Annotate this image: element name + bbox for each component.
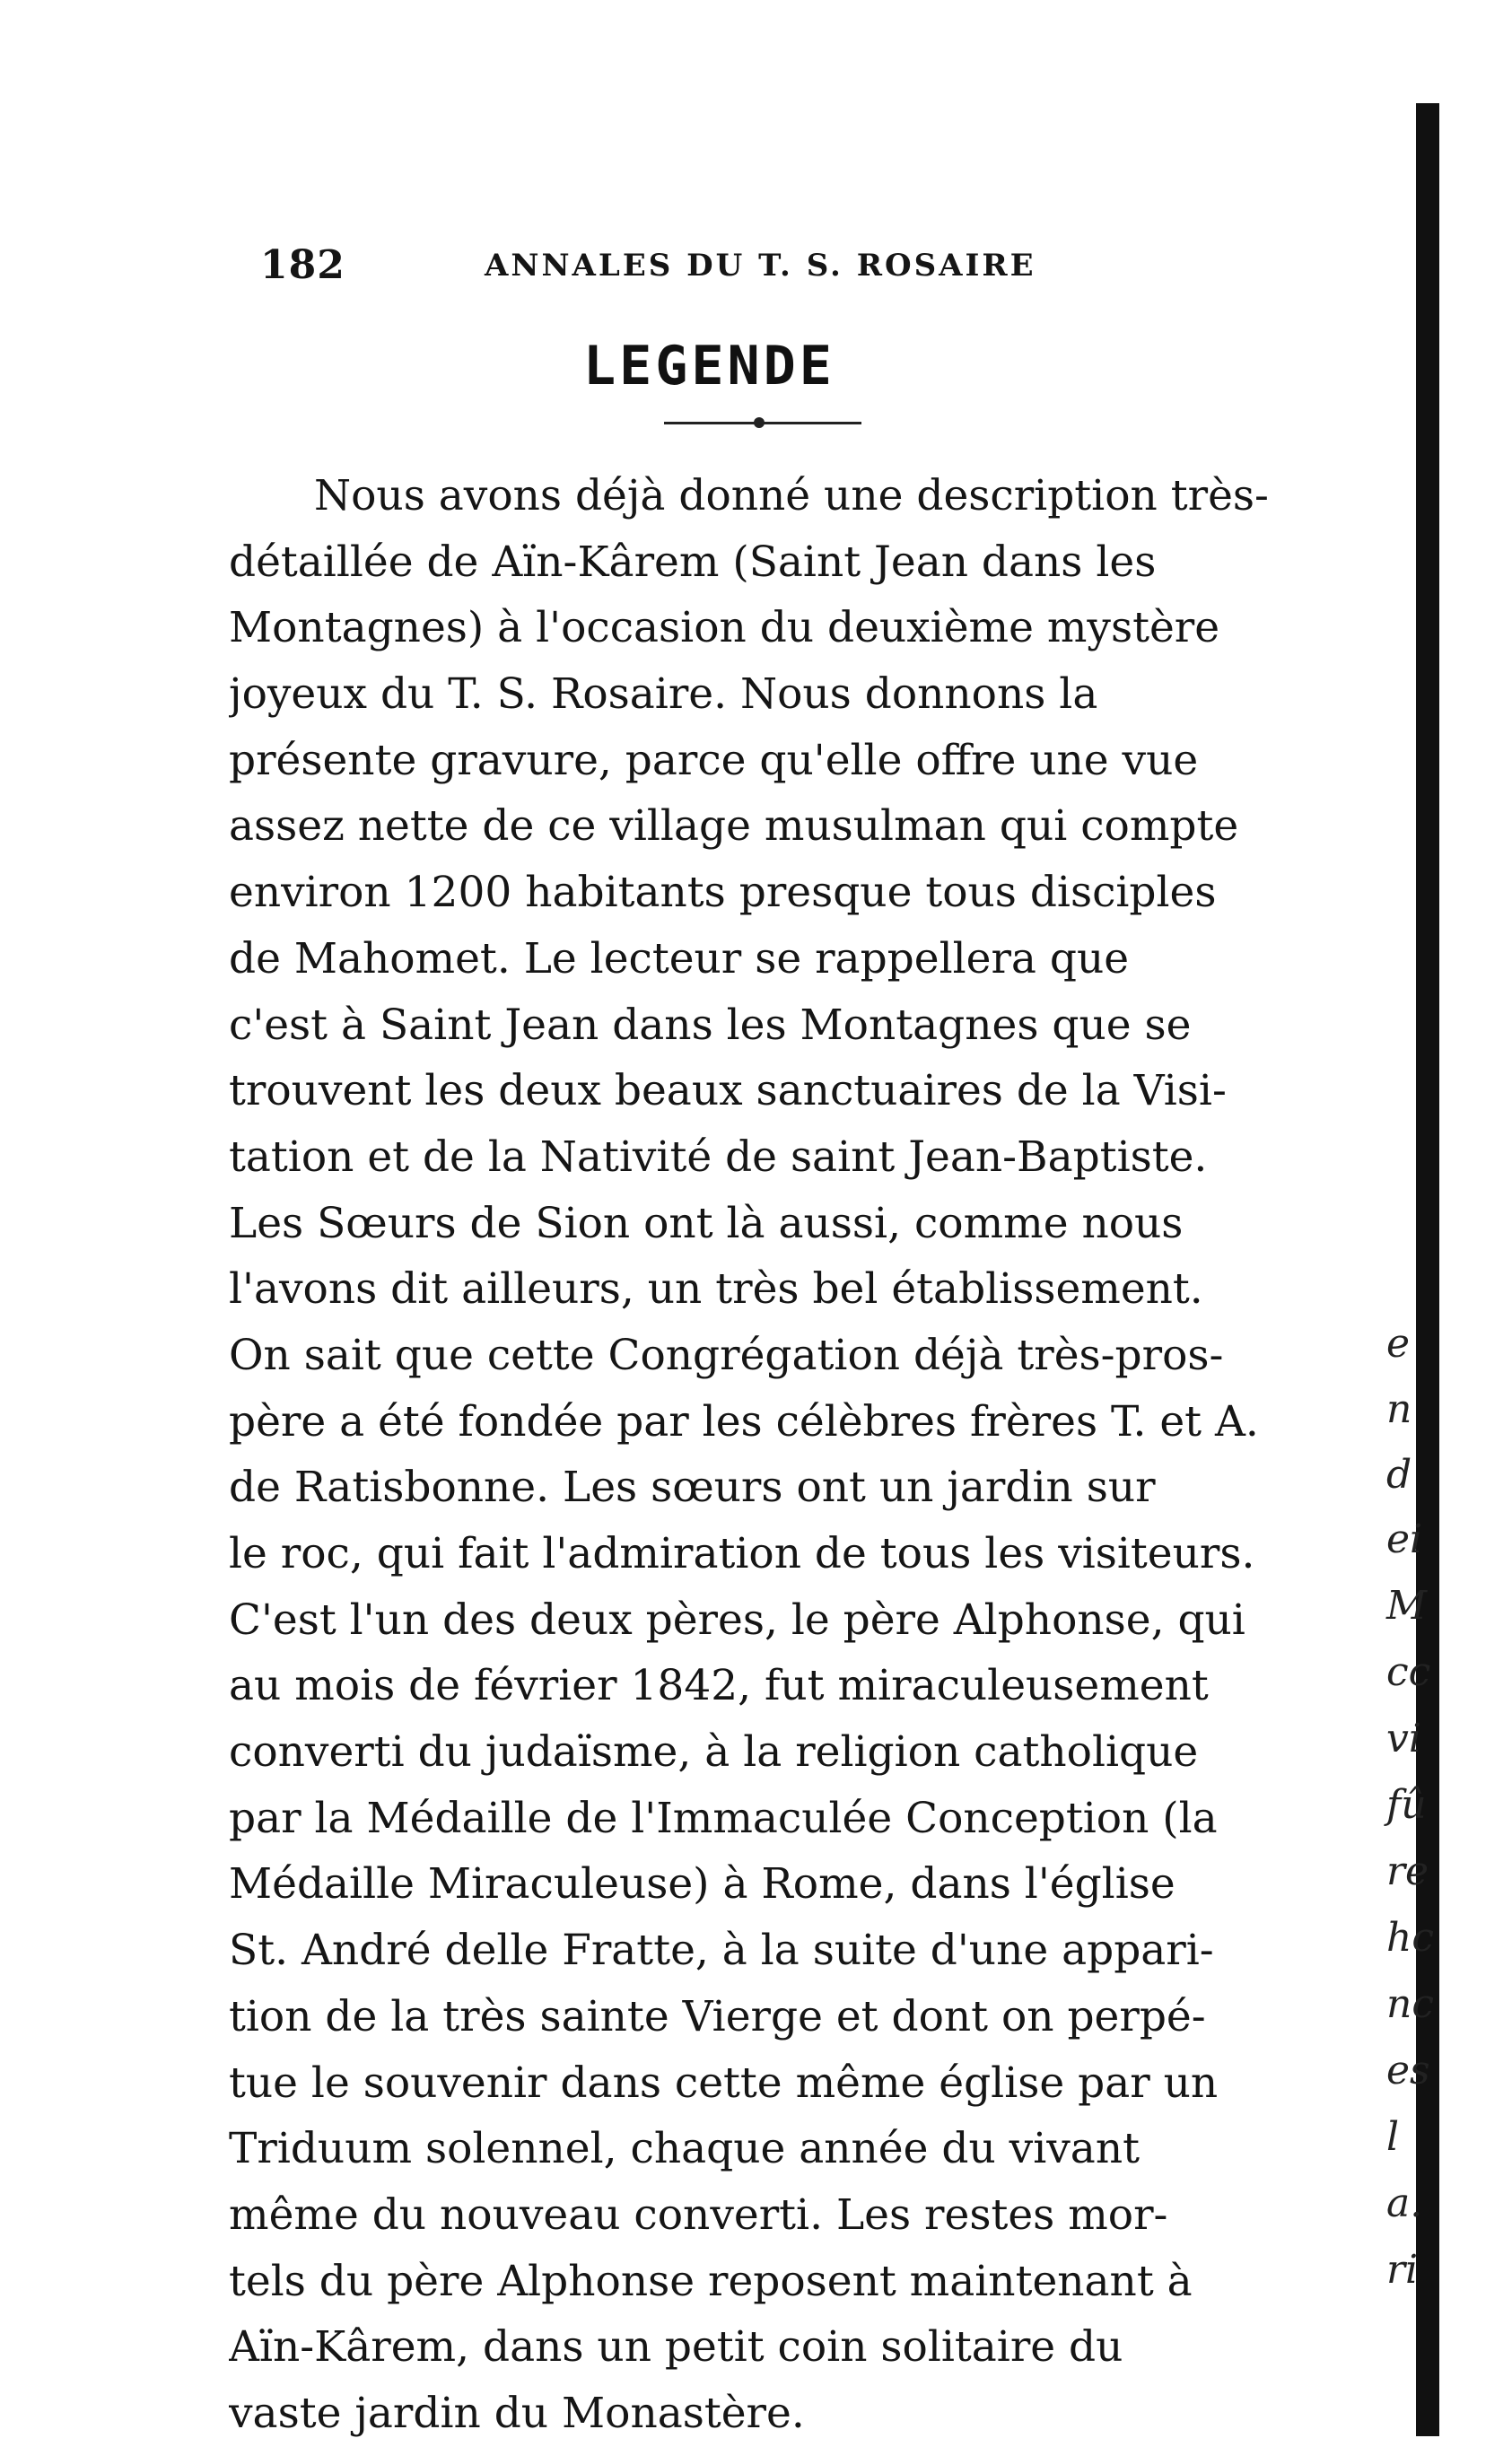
title-rule bbox=[664, 422, 861, 424]
rule-ornament bbox=[754, 417, 765, 428]
margin-fragment: M bbox=[1386, 1583, 1428, 1629]
margin-fragment: n bbox=[1386, 1386, 1412, 1432]
text-line: vaste jardin du Monastère. bbox=[229, 2388, 805, 2438]
text-line: Les Sœurs de Sion ont là aussi, comme nous bbox=[229, 1198, 1184, 1248]
text-line: même du nouveau converti. Les restes mor- bbox=[229, 2189, 1168, 2240]
text-line: Médaille Miraculeuse) à Rome, dans l'église bbox=[229, 1859, 1176, 1910]
text-line: tion de la très sainte Vierge et dont on perpé- bbox=[229, 1991, 1206, 2041]
margin-fragment: vi bbox=[1386, 1716, 1421, 1761]
text-line: converti du judaïsme, à la religion catholique bbox=[229, 1727, 1199, 1778]
text-line: de Mahomet. Le lecteur se rappellera que bbox=[229, 933, 1130, 983]
margin-fragment: e bbox=[1386, 1321, 1411, 1367]
text-line: c'est à Saint Jean dans les Montagnes que se bbox=[229, 1000, 1192, 1050]
margin-fragment: a. bbox=[1386, 2180, 1423, 2226]
margin-fragment: d bbox=[1386, 1452, 1412, 1498]
text-line: C'est l'un des deux pères, le père Alphonse, qui bbox=[229, 1595, 1245, 1645]
text-line: environ 1200 habitants presque tous disciples bbox=[229, 868, 1217, 918]
text-line: tels du père Alphonse reposent maintenant à bbox=[229, 2256, 1193, 2306]
margin-fragment: ei bbox=[1386, 1516, 1423, 1562]
text-line: de Ratisbonne. Les sœurs ont un jardin sur bbox=[229, 1463, 1156, 1513]
text-line: tue le souvenir dans cette même église par un bbox=[229, 2058, 1219, 2108]
text-line: présente gravure, parce qu'elle offre une vue bbox=[229, 735, 1199, 785]
text-line: Aïn-Kârem, dans un petit coin solitaire du bbox=[229, 2322, 1123, 2373]
page-number: 182 bbox=[260, 242, 345, 288]
text-line: trouvent les deux beaux sanctuaires de la Visi- bbox=[229, 1066, 1227, 1116]
margin-fragment: cc bbox=[1386, 1649, 1431, 1695]
text-line: Nous avons déjà donné une description très- bbox=[314, 471, 1269, 520]
margin-fragment: hc bbox=[1386, 1915, 1434, 1961]
section-title: LEGENDE bbox=[583, 335, 835, 398]
margin-fragment: es bbox=[1386, 2048, 1430, 2093]
text-line: On sait que cette Congrégation déjà très-pros- bbox=[229, 1330, 1224, 1380]
text-line: Triduum solennel, chaque année du vivant bbox=[229, 2124, 1140, 2174]
text-line: au mois de février 1842, fut miraculeusement bbox=[229, 1661, 1209, 1711]
text-line: tation et de la Nativité de saint Jean-Baptiste. bbox=[229, 1132, 1208, 1182]
margin-fragment: l bbox=[1386, 2114, 1400, 2160]
text-line: joyeux du T. S. Rosaire. Nous donnons la bbox=[229, 669, 1098, 720]
body-text bbox=[229, 463, 1395, 2447]
text-line: le roc, qui fait l'admiration de tous les visiteurs. bbox=[229, 1529, 1255, 1578]
margin-fragment: ri bbox=[1386, 2247, 1419, 2293]
text-line: assez nette de ce village musulman qui compte bbox=[229, 801, 1239, 852]
margin-fragment: fû bbox=[1386, 1782, 1427, 1828]
text-line: père a été fondée par les célèbres frères T. et A. bbox=[229, 1396, 1259, 1446]
text-line: Montagnes) à l'occasion du deuxième mystère bbox=[229, 603, 1220, 653]
text-line: St. André delle Fratte, à la suite d'une appari- bbox=[229, 1926, 1214, 1976]
margin-fragment: re bbox=[1386, 1848, 1429, 1894]
text-line: l'avons dit ailleurs, un très bel établissement. bbox=[229, 1264, 1203, 1315]
text-line: détaillée de Aïn-Kârem (Saint Jean dans les bbox=[229, 537, 1157, 587]
text-line: par la Médaille de l'Immaculée Conception (la bbox=[229, 1793, 1218, 1843]
margin-fragment: nc bbox=[1386, 1981, 1434, 2027]
running-title: ANNALES DU T. S. ROSAIRE bbox=[485, 248, 1036, 284]
running-head bbox=[260, 242, 1211, 296]
